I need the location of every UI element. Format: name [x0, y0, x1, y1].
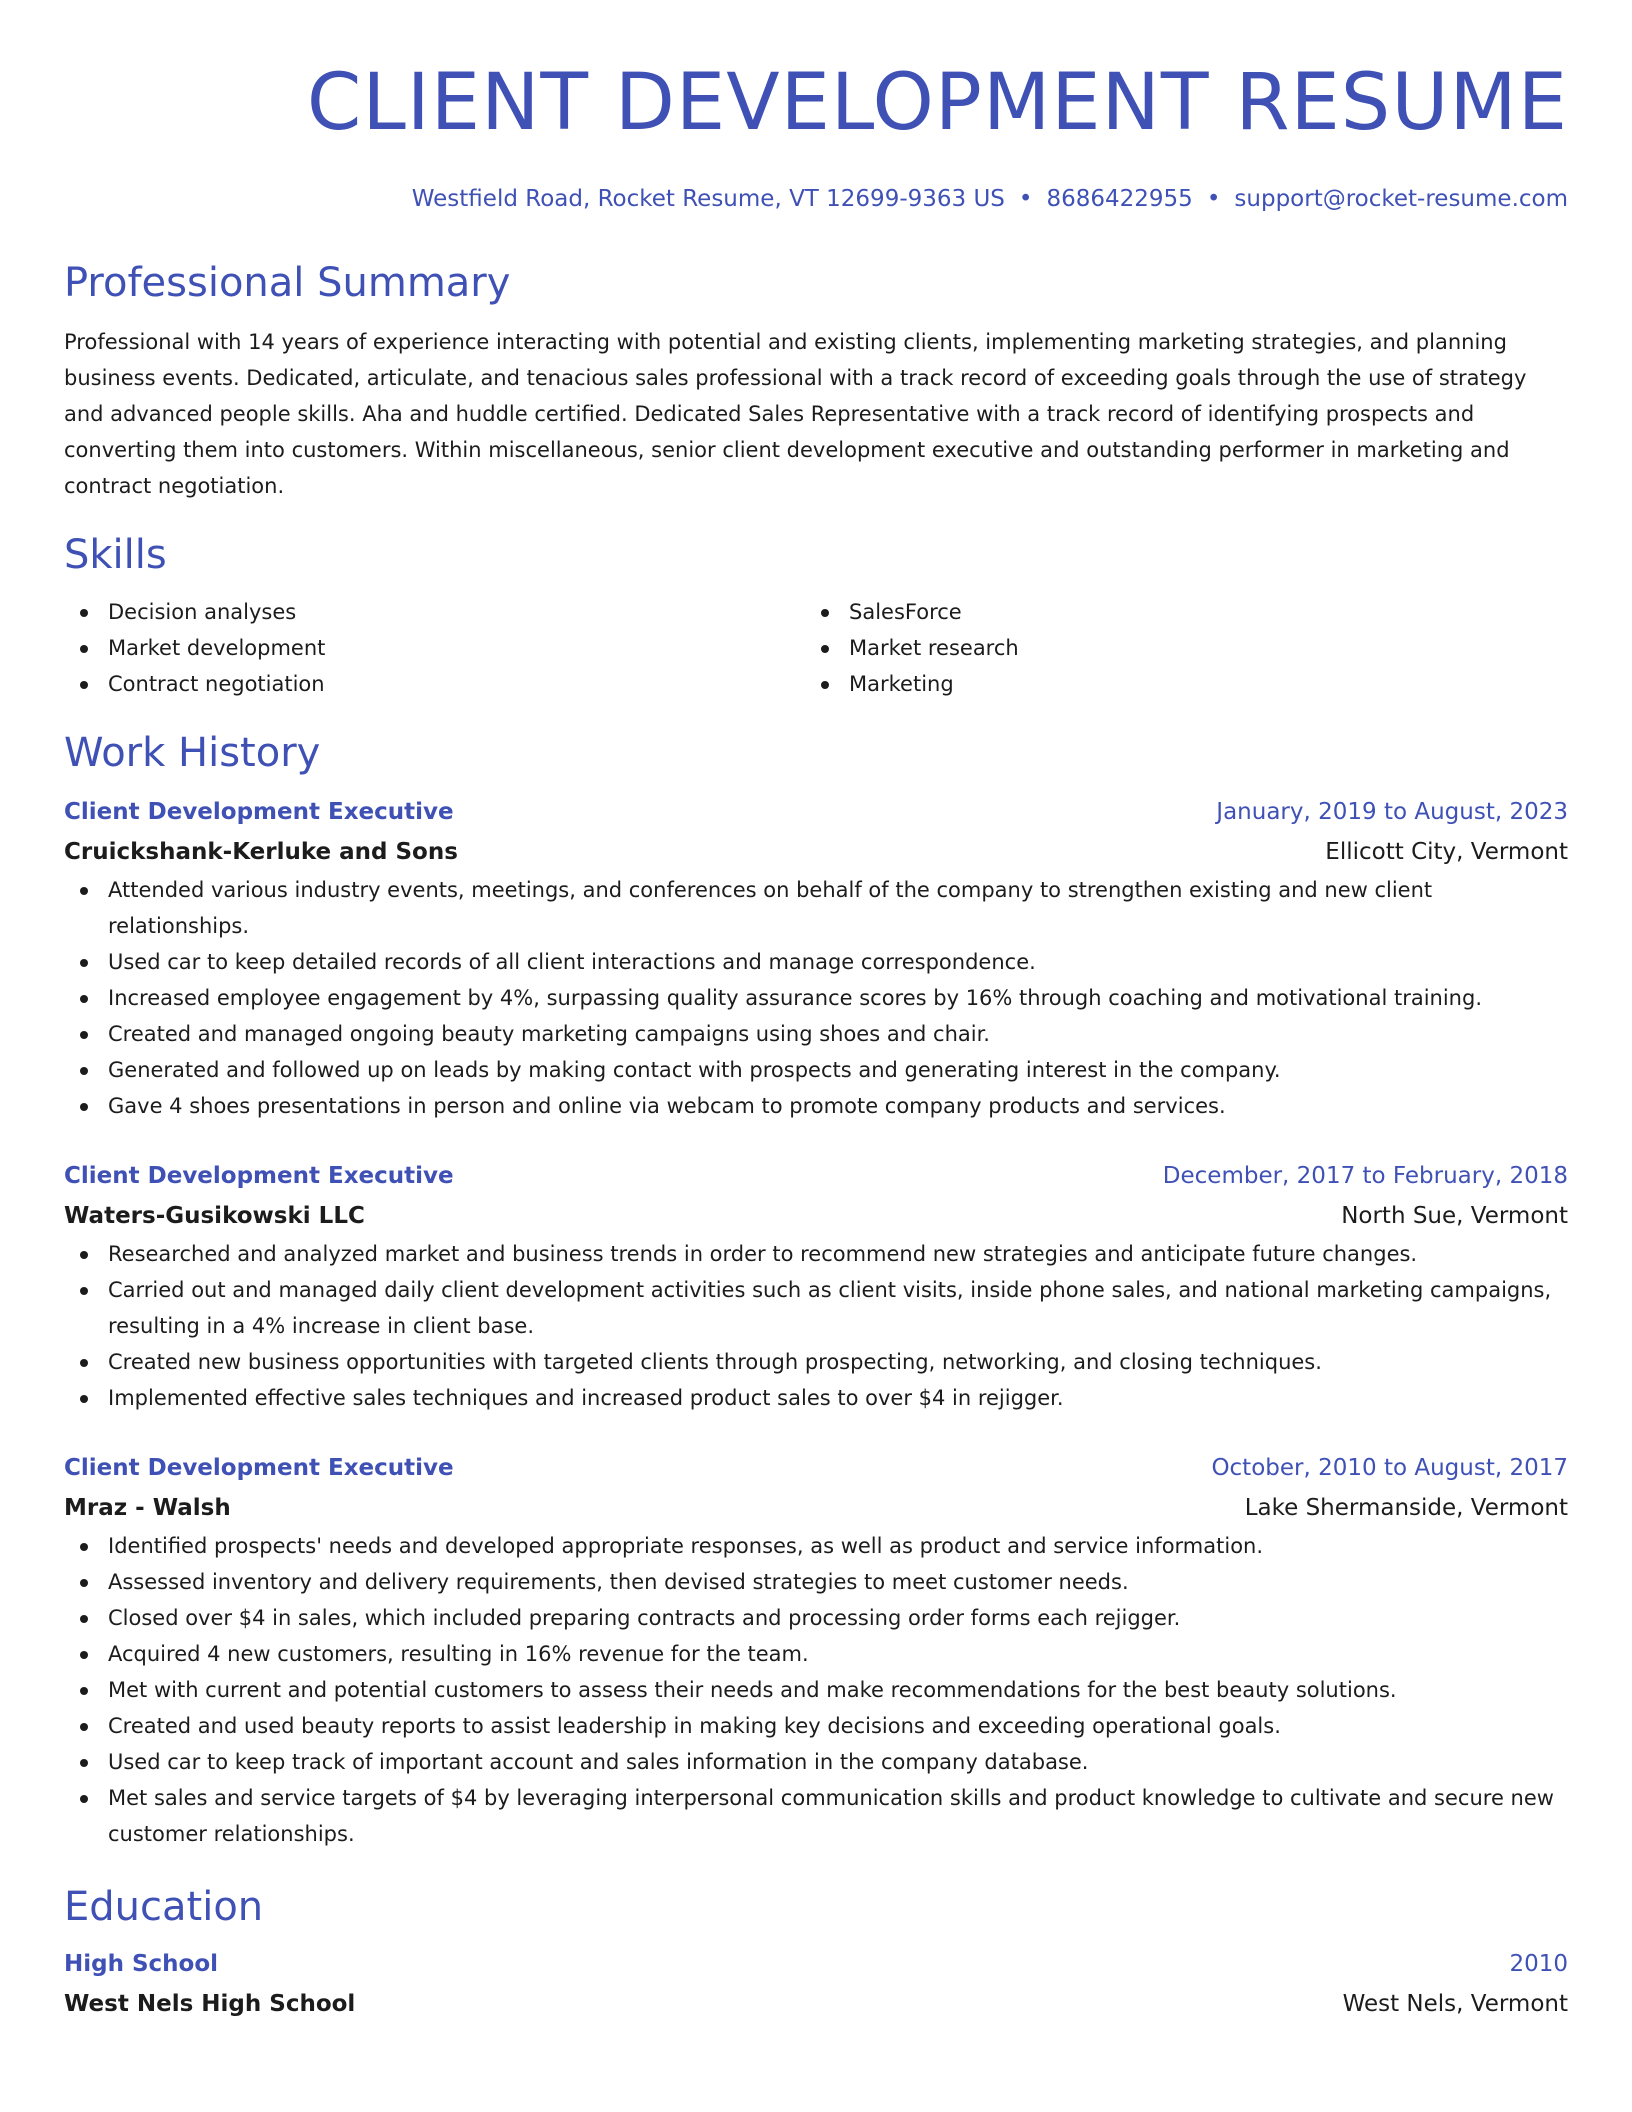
job-company-row: [64, 1488, 1568, 1528]
skills-grid: [64, 594, 1568, 702]
job-bullet: Created and used beauty reports to assist leadership in making key decisions and exceeding operational goals.: [64, 1708, 1568, 1744]
education-year: 2010: [1509, 1951, 1568, 1977]
job-bullet: Assessed inventory and delivery requirements, then devised strategies to meet customer needs.: [64, 1564, 1568, 1600]
job-company-row: [64, 1196, 1568, 1236]
job-bullet: Created new business opportunities with targeted clients through prospecting, networking, and closing techniques.: [64, 1344, 1568, 1380]
education-degree-row: [64, 1944, 1568, 1984]
education-entry: [64, 1944, 1568, 2024]
job-location: Lake Shermanside, Vermont: [1244, 1495, 1568, 1521]
job-dates: October, 2010 to August, 2017: [1211, 1455, 1568, 1481]
skill-item: SalesForce: [805, 594, 1546, 630]
skill-item: Market development: [64, 630, 805, 666]
job-dates: January, 2019 to August, 2023: [1216, 799, 1568, 825]
education-heading: Education: [64, 1884, 264, 1930]
summary-heading: Professional Summary: [64, 260, 511, 306]
job-title: Client Development Executive: [64, 1455, 454, 1481]
job-title: Client Development Executive: [64, 1163, 454, 1189]
job-location: North Sue, Vermont: [1341, 1203, 1568, 1229]
job-bullet: Researched and analyzed market and business trends in order to recommend new strategies and anticipate future changes.: [64, 1236, 1568, 1272]
job-title: Client Development Executive: [64, 799, 454, 825]
contact-phone: 8686422955: [1046, 186, 1193, 212]
skill-item: Decision analyses: [64, 594, 805, 630]
job-bullet: Generated and followed up on leads by making contact with prospects and generating interest in the company.: [64, 1052, 1568, 1088]
skill-item: Marketing: [805, 666, 1546, 702]
job-location: Ellicott City, Vermont: [1325, 839, 1568, 865]
work-history-heading: Work History: [64, 730, 321, 776]
job-company: Waters-Gusikowski LLC: [64, 1203, 365, 1229]
education-degree: High School: [64, 1951, 219, 1977]
job-entry: [64, 792, 1568, 1124]
job-bullet: Met sales and service targets of $4 by leveraging interpersonal communication skills and product knowledge to cultivate and secure new customer relationships.: [64, 1780, 1568, 1852]
job-title-row: [64, 1156, 1568, 1196]
skills-column-right: [805, 594, 1546, 702]
contact-separator: •: [1018, 186, 1033, 212]
job-bullet: Met with current and potential customers to assess their needs and make recommendations for the best beauty solutions.: [64, 1672, 1568, 1708]
contact-separator: •: [1206, 186, 1221, 212]
job-bullet: Increased employee engagement by 4%, surpassing quality assurance scores by 16% through coaching and motivational training.: [64, 980, 1568, 1016]
job-entry: [64, 1448, 1568, 1852]
resume-title: CLIENT DEVELOPMENT RESUME: [306, 58, 1568, 148]
contact-email: support@rocket-resume.com: [1234, 186, 1568, 212]
job-title-row: [64, 1448, 1568, 1488]
skill-item: Market research: [805, 630, 1546, 666]
summary-text: Professional with 14 years of experience interacting with potential and existing clients, implementing marketing strategies, and planning business events. Dedicated, articulate, and tenacious sales professional with a track record of exceeding goals through the use of strategy and advanced people skills. Aha and huddle certified. Dedicated Sales Representative with a track record of identifying prospects and converting them into customers. Within miscellaneous, senior client development executive and outstanding performer in marketing and contract negotiation.: [64, 330, 1527, 498]
job-company: Cruickshank-Kerluke and Sons: [64, 839, 458, 865]
job-entry: [64, 1156, 1568, 1416]
education-location: West Nels, Vermont: [1342, 1991, 1568, 2017]
contact-line: [64, 184, 1568, 214]
education-school-row: [64, 1984, 1568, 2024]
job-dates: December, 2017 to February, 2018: [1162, 1163, 1568, 1189]
job-bullet: Used car to keep detailed records of all client interactions and manage correspondence.: [64, 944, 1568, 980]
job-bullet: Acquired 4 new customers, resulting in 16% revenue for the team.: [64, 1636, 1568, 1672]
contact-address: Westfield Road, Rocket Resume, VT 12699-9363 US: [411, 186, 1005, 212]
education-school: West Nels High School: [64, 1991, 356, 2017]
job-bullet: Gave 4 shoes presentations in person and online via webcam to promote company products and services.: [64, 1088, 1568, 1124]
job-bullet-list: [64, 1236, 1568, 1416]
job-bullet: Identified prospects' needs and developed appropriate responses, as well as product and service information.: [64, 1528, 1568, 1564]
job-company-row: [64, 832, 1568, 872]
job-bullet: Used car to keep track of important account and sales information in the company database.: [64, 1744, 1568, 1780]
job-bullet: Attended various industry events, meetings, and conferences on behalf of the company to strengthen existing and new client relationships.: [64, 872, 1568, 944]
job-bullet: Carried out and managed daily client development activities such as client visits, inside phone sales, and national marketing campaigns, resulting in a 4% increase in client base.: [64, 1272, 1568, 1344]
job-bullet: Created and managed ongoing beauty marketing campaigns using shoes and chair.: [64, 1016, 1568, 1052]
skills-column-left: [64, 594, 805, 702]
job-bullet-list: [64, 872, 1568, 1124]
job-bullet: Closed over $4 in sales, which included preparing contracts and processing order forms each rejigger.: [64, 1600, 1568, 1636]
job-bullet-list: [64, 1528, 1568, 1852]
skill-item: Contract negotiation: [64, 666, 805, 702]
skills-heading: Skills: [64, 532, 167, 578]
job-company: Mraz - Walsh: [64, 1495, 231, 1521]
job-bullet: Implemented effective sales techniques and increased product sales to over $4 in rejigger.: [64, 1380, 1568, 1416]
job-title-row: [64, 792, 1568, 832]
resume-header: [64, 58, 1568, 214]
